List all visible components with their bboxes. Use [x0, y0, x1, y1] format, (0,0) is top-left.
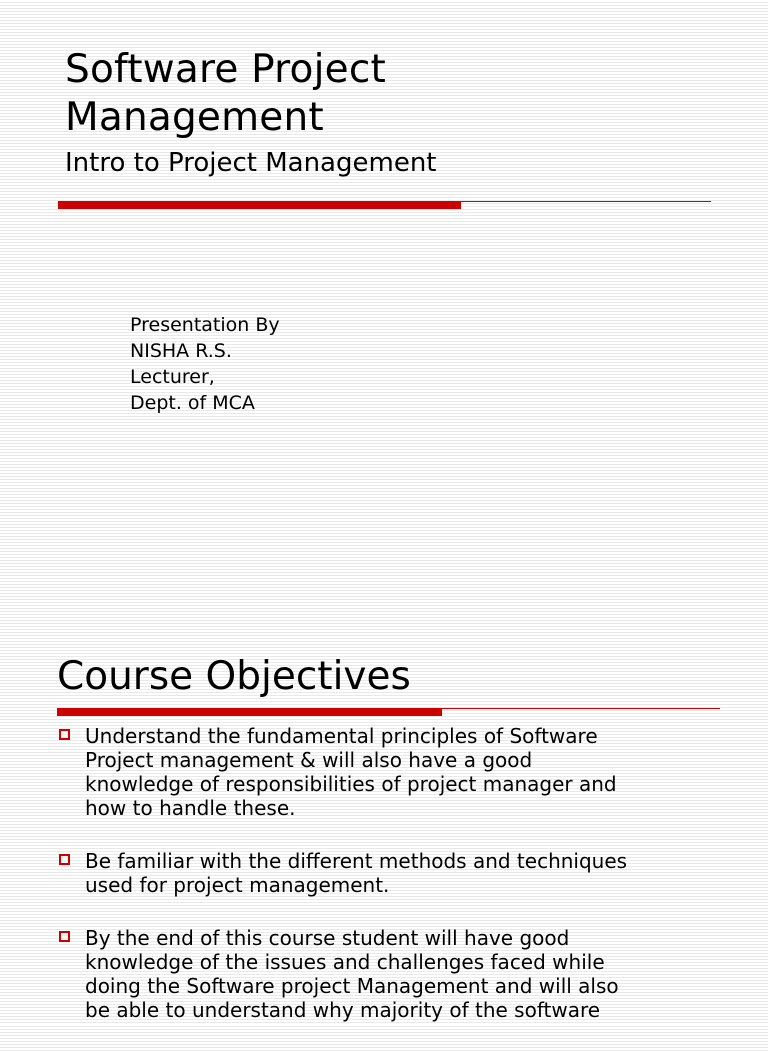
objectives-list	[58, 724, 718, 1051]
hollow-square-icon	[59, 931, 70, 942]
list-item-text	[85, 849, 718, 897]
objectives-slide	[0, 620, 768, 1024]
list-item-line: how to handle these.	[85, 796, 296, 820]
list-item-line: knowledge of responsibilities of project manager and	[85, 772, 617, 796]
list-item-line: Be familiar with the different methods and techniques	[85, 849, 628, 873]
presenter-department: Dept. of MCA	[130, 392, 255, 414]
list-item-line: Project management & will also have a good	[85, 748, 533, 772]
list-item-line: By the end of this course student will have good	[85, 926, 570, 950]
list-item-line: used for project management.	[85, 873, 390, 897]
presenter-block	[130, 312, 280, 416]
title-divider-thin	[461, 201, 711, 202]
list-item-line: knowledge of the issues and challenges faced while	[85, 950, 605, 974]
slide-title	[65, 46, 386, 142]
list-item-line: be able to understand why majority of the software	[85, 998, 601, 1022]
list-item-text	[85, 724, 718, 820]
hollow-square-icon	[59, 854, 70, 865]
presenter-line: Presentation By	[130, 314, 280, 336]
heading-divider-thick	[57, 708, 442, 716]
list-item-line: Understand the fundamental principles of Software	[85, 724, 598, 748]
list-item	[58, 926, 718, 1022]
presenter-name: NISHA R.S.	[130, 340, 232, 362]
hollow-square-icon	[59, 729, 70, 740]
objectives-heading: Course Objectives	[57, 654, 411, 699]
heading-divider-thin	[442, 708, 720, 709]
list-item-line: doing the Software project Management and will also	[85, 974, 619, 998]
presenter-role: Lecturer,	[130, 366, 215, 388]
list-item-text	[85, 926, 718, 1022]
title-divider-thick	[58, 201, 461, 209]
list-item	[58, 849, 718, 897]
slide-title-line-2: Management	[65, 95, 324, 140]
slide-subtitle: Intro to Project Management	[65, 148, 437, 178]
list-item	[58, 724, 718, 820]
slide-title-line-1: Software Project	[65, 47, 386, 92]
